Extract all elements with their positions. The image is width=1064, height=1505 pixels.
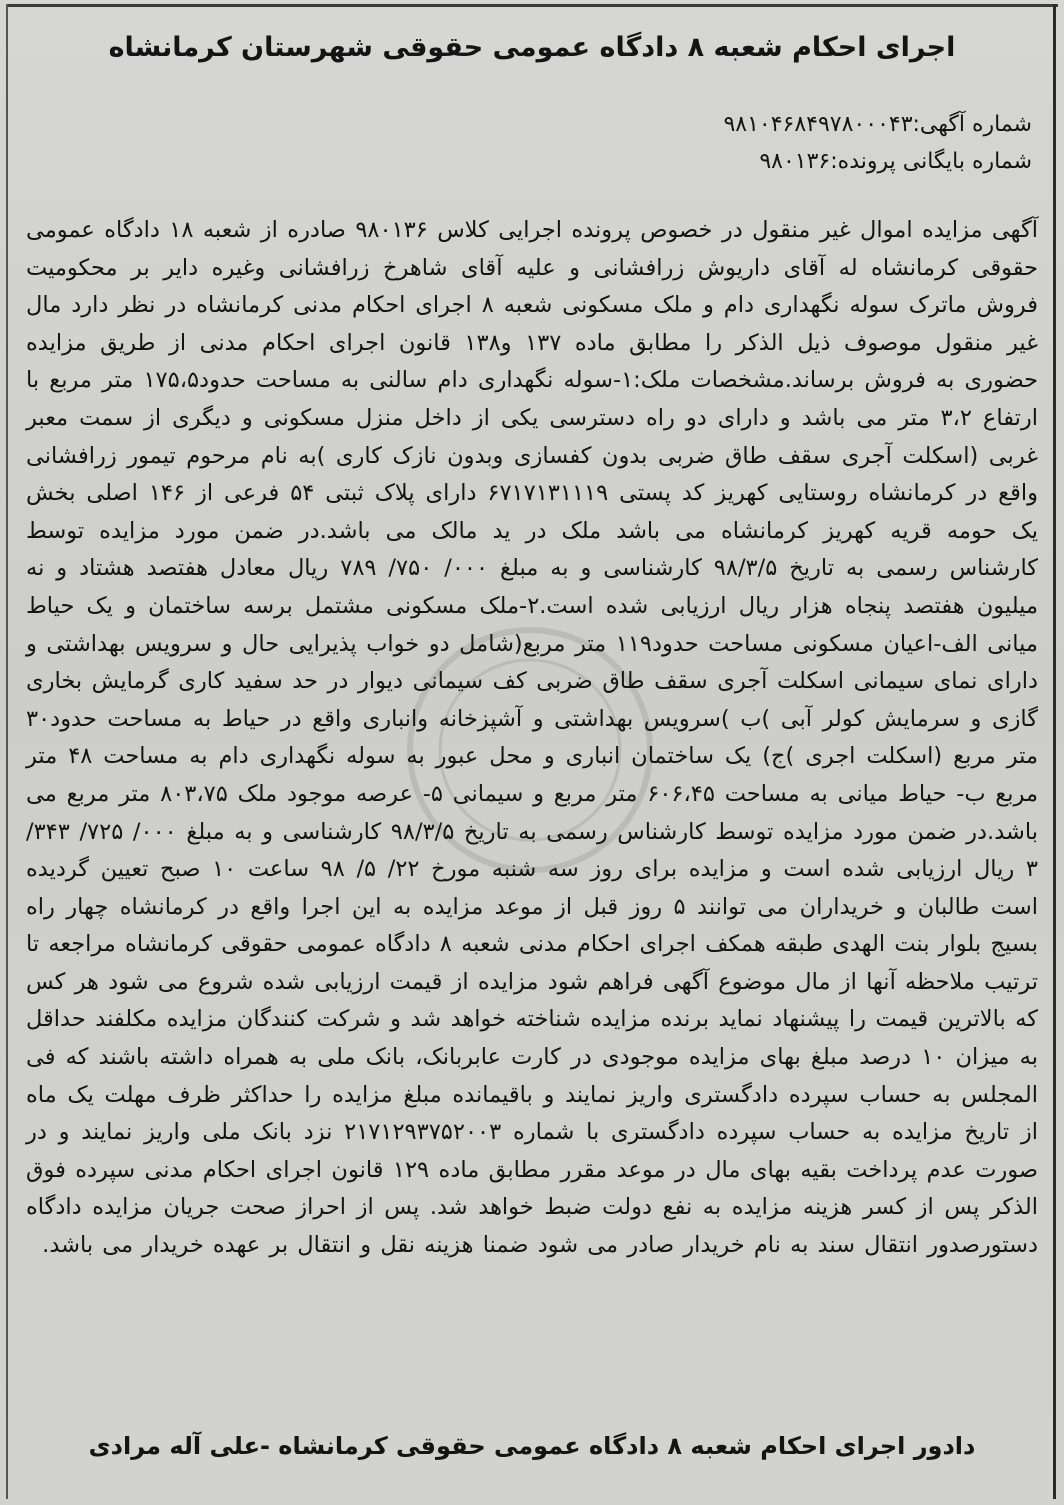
page-border-right [1053,4,1056,1499]
notice-body: آگهی مزایده اموال غیر منقول در خصوص پرونده اجرایی کلاس ۹۸۰۱۳۶ صادره از شعبه ۱۸ دادگاه عمومی حقوقی کرمانشاه له آقای داریوش زرافشانی و علیه آقای شاهرخ زرافشانی وغیره دایر بر محکومیت فروش ماترک سوله نگهداری دام و ملک مسکونی شعبه ۸ اجرای احکام مدنی کرمانشاه در نظر دارد مال غیر منقول موصوف ذیل الذکر را مطابق ماده ۱۳۷ و۱۳۸ قانون اجرای احکام مدنی از طریق مزایده حضوری به فروش برساند.مشخصات ملک:۱-سوله نگهداری دام سالنی به مساحت حدود۱۷۵،۵ متر مربع با ارتفاع ۳،۲ متر می باشد و دارای دو راه دسترسی یکی از داخل منزل مسکونی و دیگری از سمت معبر غربی (اسکلت آجری سقف طاق ضربی بدون کفسازی وبدون نازک کاری )به نام مرحوم تیمور زرافشانی واقع در کرمانشاه روستایی کهریز کد پستی ۶۷۱۷۱۳۱۱۱۹ دارای پلاک ثبتی ۵۴ فرعی از ۱۴۶ اصلی بخش یک حومه قریه کهریز کرمانشاه می باشد ملک در ید مالک می باشد.در ضمن مورد مزایده توسط کارشناس رسمی به تاریخ ۹۸/۳/۵ کارشناسی و به مبلغ ۰۰۰/ ۷۵۰/ ۷۸۹ ریال معادل هفتصد هشتاد و نه میلیون هفتصد پنجاه هزار ریال ارزیابی شده است.۲-ملک مسکونی مشتمل برسه ساختمان و یک حیاط میانی الف-اعیان مسکونی مساحت حدود۱۱۹ متر مربع(شامل دو خواب پذیرایی حال و سرویس بهداشتی و دارای نمای سیمانی اسکلت آجری سقف طاق ضربی کف سیمانی دیوار در حد سفید کاری گرمایش بخاری گازی و سرمایش کولر آبی )ب )سرویس بهداشتی و آشپزخانه وانباری واقع در حیاط به مساحت حدود۳۰ متر مربع (اسکلت اجری )ج) یک ساختمان انباری و محل عبور به سوله نگهداری دام به مساحت ۴۸ متر مربع ب- حیاط میانی به مساحت ۶۰۶،۴۵ متر مربع و سیمانی ۵- عرصه موجود ملک ۸۰۳،۷۵ متر مربع می باشد.در ضمن مورد مزایده توسط کارشناس رسمی به تاریخ ۹۸/۳/۵ کارشناسی و به مبلغ ۰۰۰/ ۷۲۵/ ۳۴۳/ ۳ ریال ارزیابی شده است و مزایده برای روز سه شنبه مورخ ۲۲/ ۵/ ۹۸ ساعت ۱۰ صبح تعیین گردیده است طالبان و خریداران می توانند ۵ روز قبل از موعد مزایده به این اجرا واقع در کرمانشاه چهار راه بسیج بلوار بنت الهدی طبقه همکف اجرای احکام مدنی شعبه ۸ دادگاه عمومی حقوقی کرمانشاه مراجعه تا ترتیب ملاحظه آنها از مال موضوع آگهی فراهم شود مزایده از قیمت ارزیابی شده شروع می شود هر کس که بالاترین قیمت را پیشنهاد نماید برنده مزایده شناخته خواهد شد و شرکت کنندگان مزایده مکلفند حداقل به میزان ۱۰ درصد مبلغ بهای مزایده موجودی در کارت عابربانک، بانک ملی به همراه داشته باشند که فی المجلس به حساب سپرده دادگستری واریز نمایند و باقیمانده مبلغ مزایده را حداکثر ظرف مهلت یک ماه از تاریخ مزایده به حساب سپرده دادگستری با شماره ۲۱۷۱۲۹۳۷۵۲۰۰۳ نزد بانک ملی واریز نمایند و در صورت عدم پرداخت بقیه بهای مال در موعد مقرر مطابق ماده ۱۲۹ قانون اجرای احکام مدنی سپرده فوق الذکر پس از کسر هزینه مزایده به نفع دولت ضبط خواهد شد. پس از احراز صحت جریان مزایده دادگاه دستورصدور انتقال سند به نام خریدار صادر می شود ضمنا هزینه نقل و انتقال بر عهده خریدار می باشد. [26,217,1039,1259]
notice-number: شماره آگهی:۹۸۱۰۴۶۸۴۹۷۸۰۰۰۴۳ [723,112,1032,137]
signature-line: دادور اجرای احکام شعبه ۸ دادگاه عمومی حقوقی کرمانشاه -علی آله مرادی [88,1432,976,1460]
page-title: اجرای احکام شعبه ۸ دادگاه عمومی حقوقی شهرستان کرمانشاه [108,32,956,63]
page-border-top [6,4,1058,7]
archive-number: شماره بایگانی پرونده:۹۸۰۱۳۶ [759,149,1032,174]
page-border-left [6,4,8,1499]
